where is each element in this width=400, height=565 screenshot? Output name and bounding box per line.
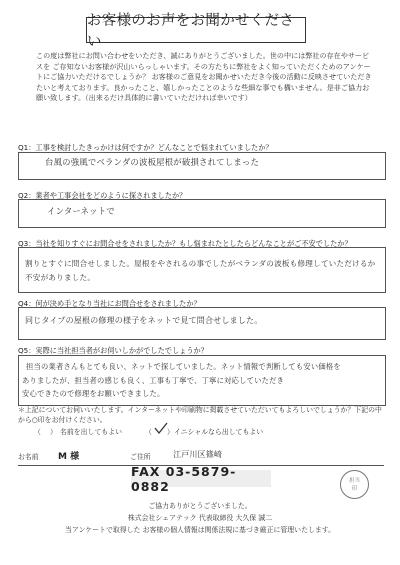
consent-options [34, 425, 334, 437]
stamp [340, 470, 369, 499]
name-label: お名前 [18, 453, 39, 461]
question-2-answer-box[interactable] [18, 199, 386, 228]
question-1-answer-box[interactable] [18, 152, 386, 180]
footer-company: 株式会社シェアテック 代表取締役 大久保 誠二 [127, 514, 273, 522]
question-5-answer-line-2: ありましたが、担当者の感じも良く、工事も丁寧で、丁寧に対応していただき [22, 376, 285, 385]
stamp-line-1: 担当 [348, 477, 360, 484]
option-1-label[interactable]: 名前を出してもよい [60, 428, 123, 436]
question-4-label: Q4：何が決め手となり当社にお問合せをされましたか？ [18, 299, 201, 308]
question-4-answer-box[interactable] [18, 307, 386, 340]
question-1-answer-line: 台風の強風でベランダの波板屋根が破損されてしまった [45, 157, 260, 167]
question-1-label: Q1：工事を検討したきっかけは何ですか？どんなことで悩まれていましたか？ [18, 143, 273, 152]
option-1-paren-close: ） [50, 428, 57, 436]
question-2-answer-line: インターネットで [47, 206, 115, 216]
fax-number: FAX 03-5879-0882 [131, 470, 271, 487]
option-2-paren-close: ） [167, 428, 174, 436]
footer-thanks: ご協力ありがとうございました。 [148, 502, 252, 510]
question-5-answer-box[interactable] [18, 355, 386, 406]
address-label: ご住所 [130, 453, 151, 461]
address-value[interactable]: 江戸川区篠崎 [173, 450, 223, 459]
page-title: お客様のお声をお聞かせください [86, 17, 306, 43]
footer-privacy: 当アンケートで取得した お客様の個人情報は関係法規に基づき厳正に管理いたします。 [65, 526, 335, 534]
question-3-label: Q3：当社を知りすぐにお問合せをされましたか？もし悩まれたとしたらどんなことがご不安でしたか？ [18, 239, 352, 248]
option-2-paren-open: （ [145, 428, 152, 436]
intro-text: この度は弊社にお問い合わせをいただき、誠にありがとうございました。世の中には弊社の存在やサービスを ご存知ないお客様が沢山いらっしゃいます。その方たちに弊社をよく知っていただくためのアンケートにご協力いただけるでしょうか？ お客様のご意見をお聞かせいただき今後の活動に反映させていただきたいと考えております。良かったこと、嬉しかったことのような些細な事でも構いません。是非ご協力お願い致します。（出来るだけ具体的に書いていただければ幸いです） [36, 51, 372, 103]
option-1-paren-open: （ [34, 428, 41, 436]
consent-text: ＊上記についてお伺いいたします。インターネットや印刷物に掲載させていただいてもよろしいでしょうか？下記の中から○印をお付けください。 [18, 406, 382, 424]
name-value[interactable]: M 様 [58, 452, 80, 462]
question-3-answer-box[interactable] [18, 247, 386, 293]
stamp-line-2: 印 [351, 485, 358, 492]
option-2-label[interactable]: イニシャルなら出してもよい [174, 428, 264, 436]
question-5-answer-line-1: 担当の業者さんもとても良い、ネットで探していました。ネット情報で判断しても安い価格を [26, 362, 341, 371]
question-4-answer-line: 同じタイプの屋根の修理の様子をネットで見て問合せしました。 [25, 316, 263, 325]
question-2-label: Q2：業者や工事会社をどのように探されましたか？ [18, 191, 187, 200]
question-3-answer-line: 割りとすぐに問合せしました。屋根をやされるの事でしたがベランダの波板も修理していただけるか不安がありました。 [25, 259, 376, 282]
question-5-label: Q5：実際に当社担当者がお伺いしかがでしたでしょうか？ [18, 346, 208, 355]
question-5-answer-line-3: 安心できたので修理をお願いできました。 [22, 389, 165, 398]
